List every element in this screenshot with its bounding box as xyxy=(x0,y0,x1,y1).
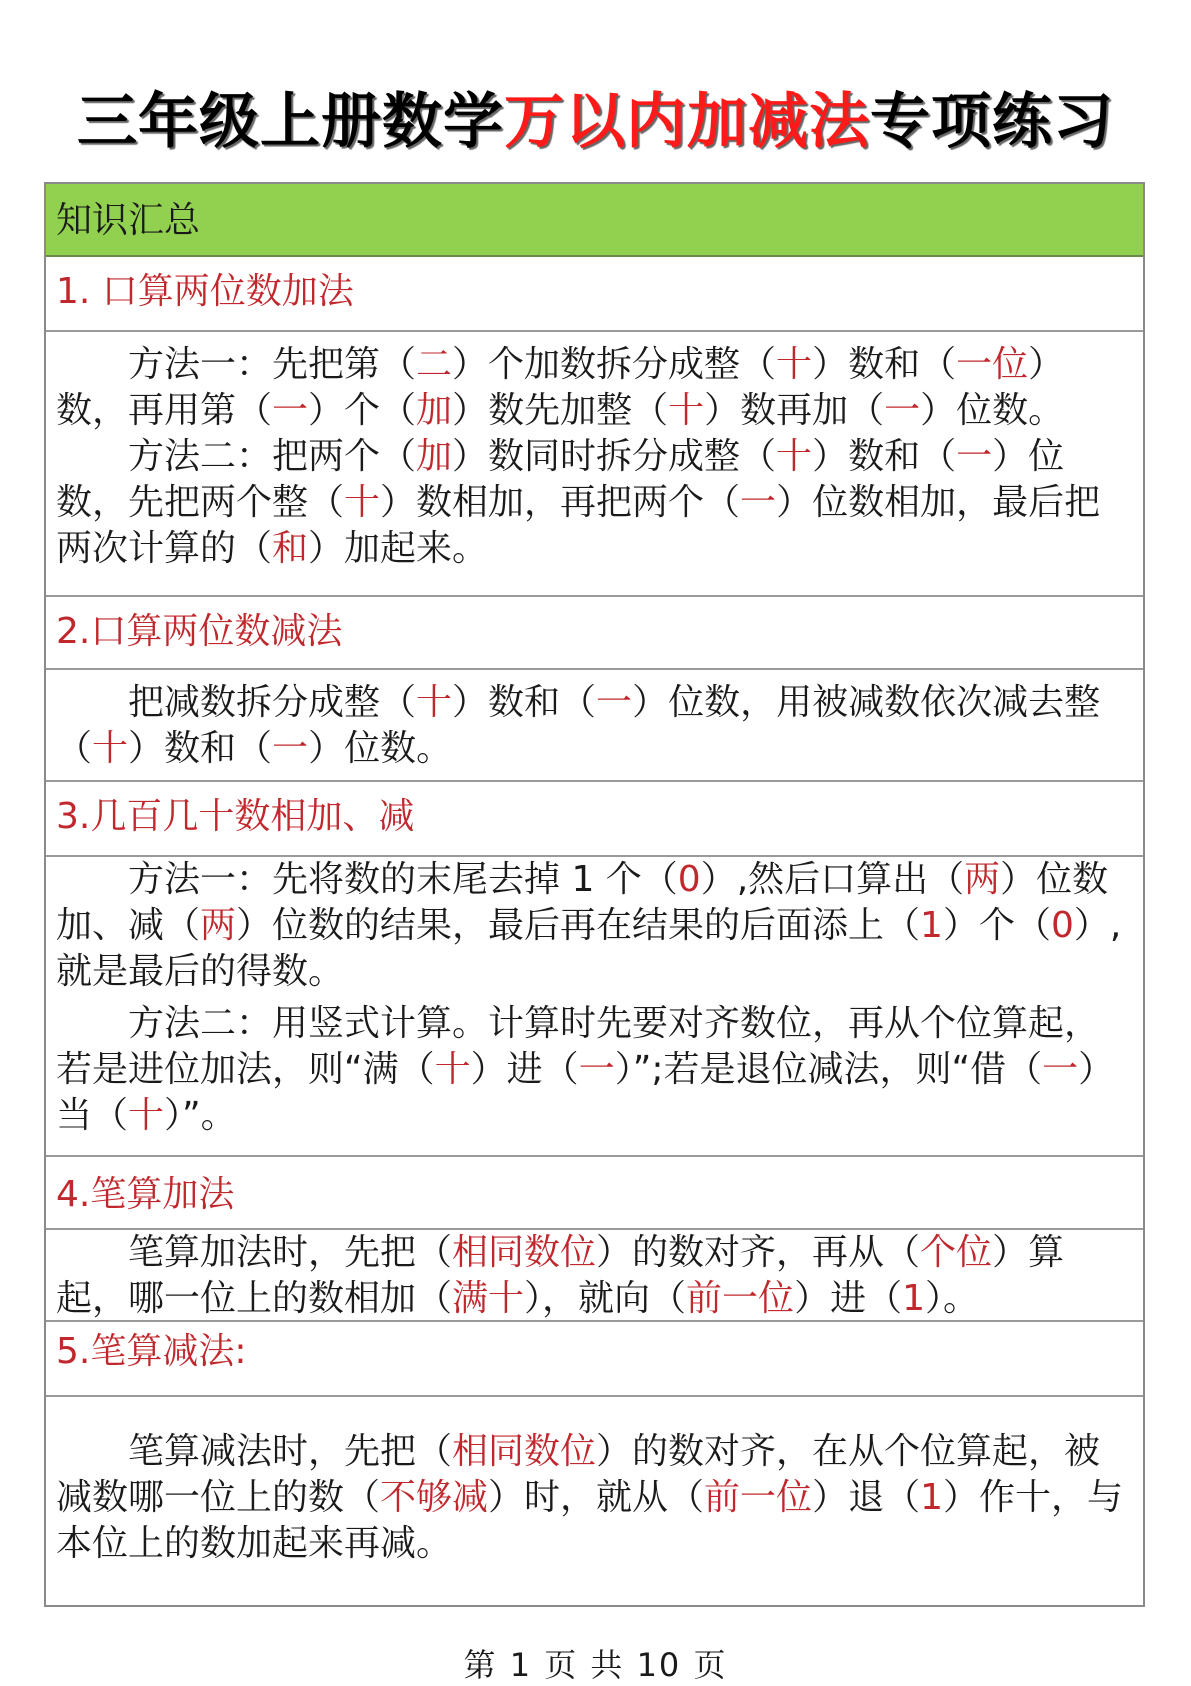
answer-highlight: 相同数位 xyxy=(452,1431,597,1472)
paragraph-text: ）进（ xyxy=(470,1049,579,1090)
answer-highlight: 一 xyxy=(578,1049,615,1090)
paragraph-text: ）数和（ xyxy=(812,344,957,385)
paragraph-text: ）个加数拆分成整（ xyxy=(452,344,777,385)
answer-highlight: 1 xyxy=(920,905,943,946)
paragraph-text: ）数和（ xyxy=(128,728,273,769)
answer-highlight: 一 xyxy=(740,482,777,523)
section-body-4 xyxy=(46,1230,1143,1322)
section-body-3 xyxy=(46,857,1143,1157)
paragraph-text: 方法一：先把第（ xyxy=(128,344,417,385)
paragraph-text: ）的数对齐，在从个位算起，被减数哪一位上的数（ xyxy=(56,1431,1101,1518)
page-number-footer: 第 1 页 共 10 页 xyxy=(463,1646,728,1684)
paragraph-text: ）位数，用被减数依次减去整（ xyxy=(56,682,1101,769)
section-title-4: 4.笔算加法 xyxy=(46,1157,1143,1230)
paragraph-text: ），就向（ xyxy=(524,1278,687,1319)
paragraph-text: ）数相加，再把两个（ xyxy=(380,482,741,523)
paragraph-text: ）个（ xyxy=(308,390,417,431)
paragraph-text: 方法二：用竖式计算。计算时先要对齐数位，再从个位算起，若是进位加法，则“满（ xyxy=(56,1003,1101,1090)
paragraph xyxy=(56,680,1133,772)
title-part-3: 专项练习 xyxy=(870,87,1114,157)
answer-highlight: 一 xyxy=(272,728,309,769)
paragraph-text: ）数先加整（ xyxy=(452,390,669,431)
answer-highlight: 满十 xyxy=(452,1278,525,1319)
paragraph-text: ）位数加、减（ xyxy=(56,859,1109,946)
paragraph-text: ）进（ xyxy=(794,1278,903,1319)
paragraph xyxy=(56,1429,1133,1567)
answer-highlight: 一位 xyxy=(956,344,1029,385)
page-title xyxy=(0,82,1191,162)
answer-highlight: 和 xyxy=(272,528,309,569)
paragraph xyxy=(56,857,1133,995)
answer-highlight: 0 xyxy=(1050,905,1074,946)
paragraph-text: 方法二：把两个（ xyxy=(128,436,417,477)
answer-highlight: 前一位 xyxy=(686,1278,795,1319)
section-title-5: 5.笔算减法: xyxy=(46,1322,1143,1397)
paragraph-text: ）”;若是退位减法，则“借（ xyxy=(614,1049,1043,1090)
answer-highlight: 加 xyxy=(416,436,453,477)
answer-highlight: 一 xyxy=(956,436,993,477)
answer-highlight: 不够减 xyxy=(380,1477,489,1518)
paragraph-text: ）位数。 xyxy=(920,390,1065,431)
paragraph-text: ）,然后口算出（ xyxy=(700,859,965,900)
answer-highlight: 十 xyxy=(434,1049,471,1090)
paragraph-text: ）数同时拆分成整（ xyxy=(452,436,777,477)
answer-highlight: 十 xyxy=(344,482,381,523)
paragraph-text: ）的数对齐，再从（ xyxy=(596,1232,921,1273)
section-body-2 xyxy=(46,670,1143,782)
title-highlight: 万以内加减法 xyxy=(504,87,870,157)
answer-highlight: 一 xyxy=(596,682,633,723)
answer-highlight: 前一位 xyxy=(704,1477,813,1518)
section-title-1: 1. 口算两位数加法 xyxy=(46,257,1143,332)
answer-highlight: 个位 xyxy=(920,1232,993,1273)
table-header: 知识汇总 xyxy=(46,184,1143,257)
section-title-3: 3.几百几十数相加、减 xyxy=(46,782,1143,857)
answer-highlight: 十 xyxy=(668,390,705,431)
paragraph-text: ）。 xyxy=(924,1278,979,1319)
answer-highlight: 1 xyxy=(920,1477,943,1518)
section-title-2: 2.口算两位数减法 xyxy=(46,597,1143,670)
paragraph-text: 笔算减法时，先把（ xyxy=(128,1431,453,1472)
paragraph-text: ）位数，先把两个整（ xyxy=(56,436,1065,523)
paragraph-text: ）数和（ xyxy=(452,682,597,723)
answer-highlight: 十 xyxy=(776,344,813,385)
paragraph-text: ）个（ xyxy=(942,905,1051,946)
paragraph-text: 笔算加法时，先把（ xyxy=(128,1232,453,1273)
answer-highlight: 两 xyxy=(964,859,1001,900)
paragraph xyxy=(56,1001,1133,1139)
answer-highlight: 加 xyxy=(416,390,453,431)
knowledge-summary-table xyxy=(44,182,1145,1607)
answer-highlight: 一 xyxy=(272,390,309,431)
paragraph-text: ）数再加（ xyxy=(704,390,885,431)
answer-highlight: 十 xyxy=(92,728,129,769)
title-part-1: 三年级上册数学 xyxy=(77,87,504,157)
paragraph-text: ）数和（ xyxy=(812,436,957,477)
paragraph-text: ）作十，与本位上的数加起来再减。 xyxy=(56,1477,1123,1564)
paragraph-text: ）加起来。 xyxy=(308,528,489,569)
paragraph-text: ）,就是最后的得数。 xyxy=(56,905,1122,992)
paragraph-text: ）数，再用第（ xyxy=(56,344,1065,431)
answer-highlight: 两 xyxy=(200,905,237,946)
answer-highlight: 十 xyxy=(128,1095,165,1136)
answer-highlight: 一 xyxy=(1042,1049,1079,1090)
answer-highlight: 一 xyxy=(884,390,921,431)
paragraph-text: ）当（ xyxy=(56,1049,1115,1136)
paragraph-text: 方法一：先将数的末尾去掉 1 个（ xyxy=(128,859,678,900)
paragraph xyxy=(56,342,1133,434)
paragraph-text: ）退（ xyxy=(812,1477,921,1518)
paragraph xyxy=(56,434,1133,572)
paragraph-text: ）位数相加，最后把两次计算的（ xyxy=(56,482,1101,569)
section-body-5 xyxy=(46,1397,1143,1605)
paragraph-text: ）位数。 xyxy=(308,728,453,769)
paragraph xyxy=(56,1230,1133,1322)
paragraph-text: ）位数的结果，最后再在结果的后面添上（ xyxy=(236,905,921,946)
answer-highlight: 相同数位 xyxy=(452,1232,597,1273)
paragraph-text: ）算起，哪一位上的数相加（ xyxy=(56,1232,1065,1319)
paragraph-text: ）”。 xyxy=(164,1095,237,1136)
answer-highlight: 十 xyxy=(776,436,813,477)
paragraph-text: 把减数拆分成整（ xyxy=(128,682,417,723)
answer-highlight: 十 xyxy=(416,682,453,723)
paragraph-text: ）时，就从（ xyxy=(488,1477,705,1518)
answer-highlight: 0 xyxy=(677,859,701,900)
answer-highlight: 二 xyxy=(416,344,453,385)
answer-highlight: 1 xyxy=(902,1278,925,1319)
section-body-1 xyxy=(46,332,1143,597)
